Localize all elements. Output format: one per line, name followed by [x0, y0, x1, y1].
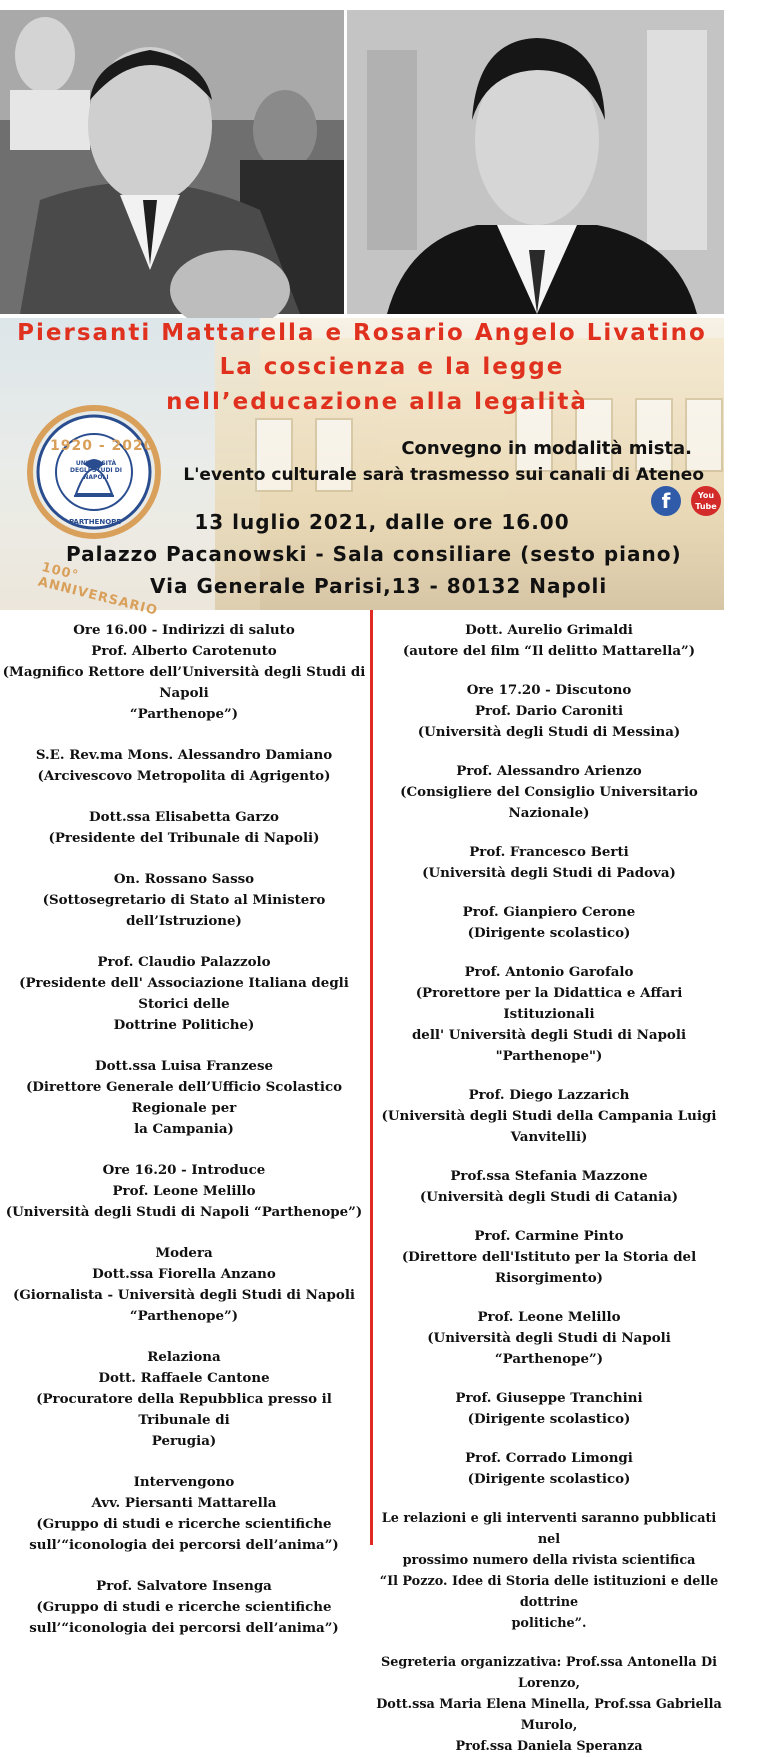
program-line: (Sottosegretario di Stato al Ministero dell’Istruzione) [42, 892, 326, 929]
program-line: Segreteria organizzativa: Prof.ssa Antonella Di Lorenzo, [381, 1655, 717, 1691]
program-line: (Giornalista - Università degli Studi di Napoli [13, 1287, 355, 1303]
event-place: Palazzo Pacanowski - Sala consiliare (sesto piano) [66, 542, 682, 566]
event-title-line-3: nell’educazione alla legalità [166, 389, 588, 415]
program-line: Prof. Antonio Garofalo [464, 964, 634, 980]
program-line: (Università degli Studi di Messina) [417, 724, 681, 740]
spacer [374, 1289, 724, 1307]
spacer [0, 725, 368, 745]
program-entry [0, 1472, 368, 1556]
program-line: (autore del film “Il delitto Mattarella”) [402, 643, 696, 659]
program-line: Modera [155, 1245, 213, 1261]
spacer [0, 1223, 368, 1243]
spacer [374, 743, 724, 761]
program-line: Dott.ssa Luisa Franzese [94, 1058, 274, 1074]
logo-anniversary: 100° ANNIVERSARIO [36, 559, 160, 619]
program-line: (Università degli Studi di Napoli “Parthenope”) [5, 1204, 363, 1220]
program-entry [0, 1243, 368, 1327]
program-line: “Parthenope”) [129, 1308, 239, 1324]
column-divider [370, 610, 373, 1545]
program-line: Prof. Claudio Palazzolo [97, 954, 271, 970]
spacer [0, 1556, 368, 1576]
program-line: (Arcivescovo Metropolita di Agrigento) [37, 768, 331, 784]
program-line: Prof.ssa Stefania Mazzone [450, 1168, 648, 1184]
program-entry [374, 620, 724, 662]
program-line: Le relazioni e gli interventi saranno pubblicati nel [381, 1511, 717, 1547]
program-line: On. Rossano Sasso [113, 871, 255, 887]
program-entry [0, 952, 368, 1036]
program-line: Prof.ssa Daniela Speranza [455, 1739, 643, 1754]
program-entry [374, 680, 724, 743]
event-mode: Convegno in modalità mista. [401, 438, 692, 459]
program-line: (Università degli Studi di Catania) [419, 1189, 679, 1205]
program-line: (Gruppo di studi e ricerche scientifiche [36, 1599, 332, 1615]
program-line: Ore 16.00 - Indirizzi di saluto [73, 622, 295, 638]
spacer [0, 787, 368, 807]
program-line: Dott.ssa Elisabetta Garzo [89, 809, 279, 825]
program-line: (Procuratore della Repubblica presso il Tribunale di [36, 1391, 332, 1428]
spacer [374, 944, 724, 962]
program-line: Prof. Francesco Berti [469, 844, 629, 860]
program-line: (Direttore dell'Istituto per la Storia del Risorgimento) [401, 1249, 697, 1286]
program-entry [374, 1448, 724, 1490]
spacer [0, 932, 368, 952]
program-entry [374, 1166, 724, 1208]
program-entry [0, 1576, 368, 1639]
program-line: Dott. Aurelio Grimaldi [465, 622, 633, 638]
portrait-right-drawing [347, 10, 724, 314]
program-line: Prof. Leone Melillo [112, 1183, 256, 1199]
program-line: Prof. Gianpiero Cerone [462, 904, 636, 920]
youtube-label-1: You [697, 491, 715, 500]
spacer [0, 1327, 368, 1347]
event-title-line-2: La coscienza e la legge [219, 354, 565, 380]
program-entry [374, 902, 724, 944]
logo-ring-bottom: PARTHENOPE [68, 518, 122, 526]
logo-years: 1920 - 2020 [50, 438, 155, 454]
program-line: (Università degli Studi della Campania Luigi [381, 1108, 717, 1124]
program-line: (Magnifico Rettore dell’Università degli Studi di Napoli [2, 664, 366, 701]
photo-rosario-livatino [347, 10, 724, 314]
program-entry [0, 869, 368, 932]
program-line: Prof. Alessandro Arienzo [456, 763, 642, 779]
spacer [374, 662, 724, 680]
program-line: S.E. Rev.ma Mons. Alessandro Damiano [35, 747, 333, 763]
youtube-label-2: Tube [695, 502, 717, 511]
event-date: 13 luglio 2021, dalle ore 16.00 [194, 510, 570, 534]
program-line: Prof. Carmine Pinto [474, 1228, 624, 1244]
logo-ring-top: UNIVERSITÀ DEGLI STUDI DI NAPOLI [70, 460, 122, 481]
event-stream-note: L'evento culturale sarà trasmesso sui canali di Ateneo [183, 465, 704, 485]
program-entry [374, 1085, 724, 1148]
photo-strip [0, 0, 724, 318]
program-line: (Prorettore per la Didattica e Affari Istituzionali [415, 985, 683, 1022]
program-left-column [0, 620, 368, 1639]
spacer [374, 1430, 724, 1448]
program-line: Intervengono [133, 1474, 235, 1490]
program-line: Dottrine Politiche) [113, 1017, 255, 1033]
program-line: (Presidente del Tribunale di Napoli) [48, 830, 320, 846]
program-line: (Università degli Studi di Padova) [422, 865, 676, 881]
program-line: Vanvitelli) [510, 1129, 588, 1145]
program-entry [374, 761, 724, 824]
program-line: Prof. Alberto Carotenuto [91, 643, 277, 659]
program-line: Prof. Dario Caroniti [474, 703, 624, 719]
program-entry [0, 745, 368, 787]
program-entry [374, 1226, 724, 1289]
program-line: (Direttore Generale dell’Ufficio Scolastico Regionale per [25, 1079, 343, 1116]
program-line: (Dirigente scolastico) [467, 925, 631, 941]
program-line: Dott.ssa Fiorella Anzano [92, 1266, 276, 1282]
program-line: Prof. Corrado Limongi [465, 1450, 633, 1466]
program-line: Prof. Giuseppe Tranchini [455, 1390, 643, 1406]
spacer [0, 849, 368, 869]
event-banner [0, 318, 724, 619]
facebook-icon[interactable]: f [651, 486, 681, 516]
program-line: (Gruppo di studi e ricerche scientifiche [36, 1516, 332, 1532]
spacer [0, 1140, 368, 1160]
program-entry [0, 1347, 368, 1452]
program-entry [0, 807, 368, 849]
spacer [374, 824, 724, 842]
program-line: (Dirigente scolastico) [467, 1471, 631, 1487]
spacer [0, 1036, 368, 1056]
program-line: Prof. Diego Lazzarich [468, 1087, 630, 1103]
photo-piersanti-mattarella [0, 10, 344, 314]
program-line: (Presidente dell' Associazione Italiana degli Storici delle [19, 975, 349, 1012]
program-entry [374, 1508, 724, 1634]
event-address: Via Generale Parisi,13 - 80132 Napoli [150, 574, 608, 598]
program-entry [374, 842, 724, 884]
program-line: Relaziona [147, 1349, 221, 1365]
program-line: Ore 17.20 - Discutono [466, 682, 632, 698]
program-line: politiche”. [511, 1616, 587, 1631]
program-line: “Il Pozzo. Idee di Storia delle istituzioni e delle dottrine [379, 1574, 719, 1610]
program-entry [374, 1307, 724, 1370]
program-line: (Consigliere del Consiglio Universitario Nazionale) [400, 784, 698, 821]
program-line: Ore 16.20 - Introduce [102, 1162, 266, 1178]
program-line: (Università degli Studi di Napoli “Parthenope”) [427, 1330, 671, 1367]
event-title-line-1: Piersanti Mattarella e Rosario Angelo Livatino [17, 320, 707, 346]
program-line: Prof. Leone Melillo [477, 1309, 621, 1325]
spacer [374, 1634, 724, 1652]
program-entry [374, 962, 724, 1067]
program-entry [0, 1160, 368, 1223]
program-line: Dott.ssa Maria Elena Minella, Prof.ssa Gabriella Murolo, [376, 1697, 722, 1733]
portrait-left-drawing [0, 10, 344, 314]
spacer [374, 884, 724, 902]
program-line: “Parthenope”) [129, 706, 239, 722]
spacer [374, 1148, 724, 1166]
page-margin [724, 0, 770, 1668]
spacer [0, 1452, 368, 1472]
spacer [374, 1208, 724, 1226]
spacer [374, 1067, 724, 1085]
program-line: Dott. Raffaele Cantone [98, 1370, 270, 1386]
spacer [374, 1370, 724, 1388]
program-entry [374, 1388, 724, 1430]
program-line: (Dirigente scolastico) [467, 1411, 631, 1427]
spacer [374, 1490, 724, 1508]
program-line: la Campania) [134, 1121, 234, 1137]
program-line: Prof. Salvatore Insenga [96, 1578, 272, 1594]
program-line: dell' Università degli Studi di Napoli "Parthenope") [411, 1027, 687, 1064]
program-line: Perugia) [151, 1433, 217, 1449]
program-entry [0, 620, 368, 725]
program-entry [374, 1652, 724, 1757]
program-line: sull’“iconologia dei percorsi dell’anima”) [29, 1537, 339, 1553]
program-entry [0, 1056, 368, 1140]
program-right-column [374, 620, 724, 1757]
program-line: Avv. Piersanti Mattarella [91, 1495, 277, 1511]
program-line: prossimo numero della rivista scientifica [402, 1553, 696, 1568]
program-line: sull’“iconologia dei percorsi dell’anima”) [29, 1620, 339, 1636]
